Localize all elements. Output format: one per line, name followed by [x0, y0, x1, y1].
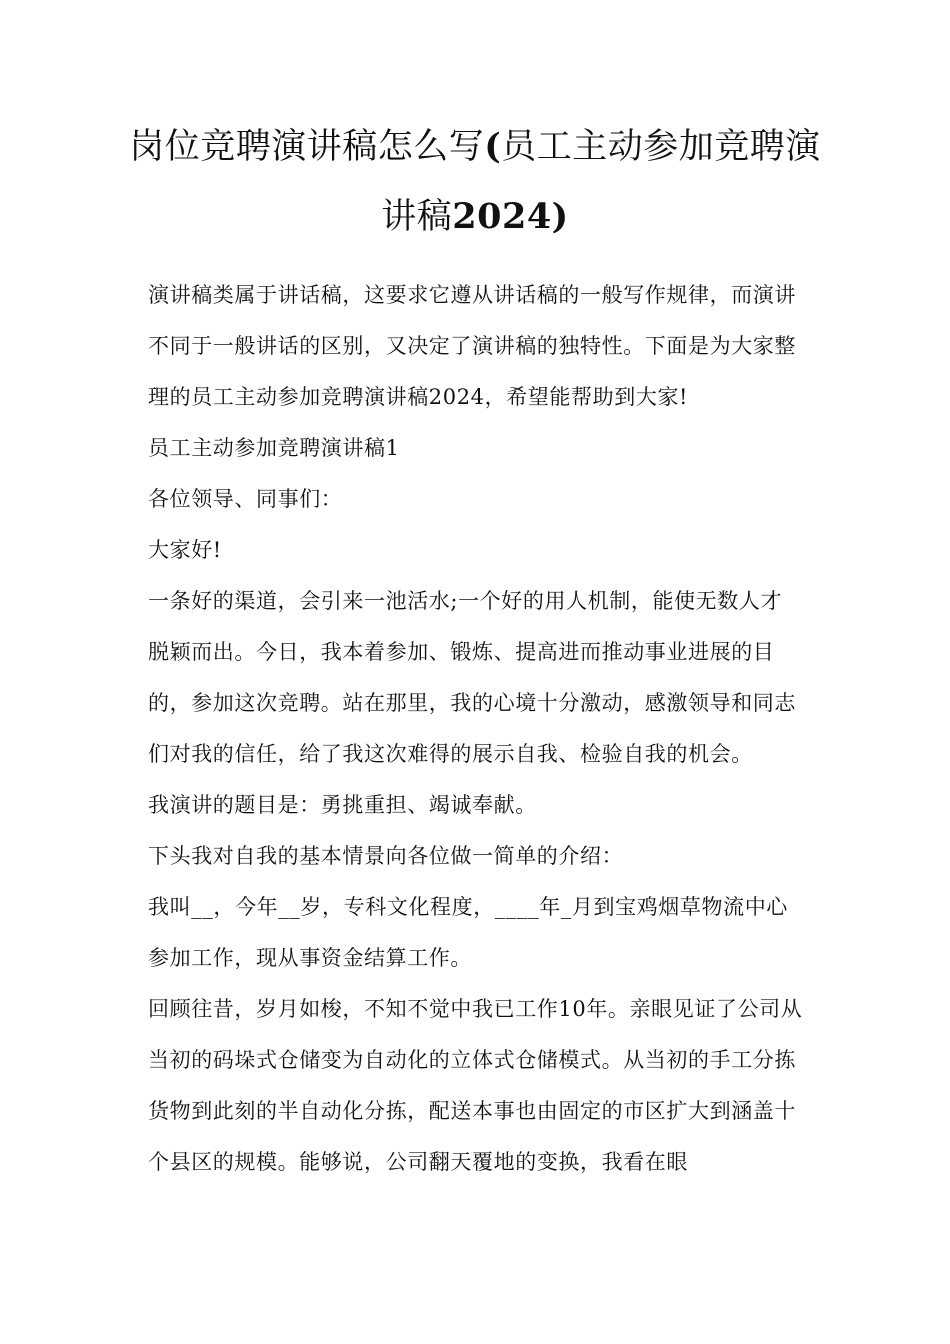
title-text-part: 讲稿: [381, 197, 453, 237]
document-title: [60, 112, 890, 252]
salutation: 各位领导、同事们：: [148, 487, 343, 511]
title-line-1: [129, 127, 821, 167]
intro-paragraph: 演讲稿类属于讲话稿，这要求它遵从讲话稿的一般写作规律，而演讲不同于一般讲话的区别，又决定了演讲稿的独特性。下面是为大家整理的员工主动参加竞聘演讲稿2024，希望能帮助到大家!: [148, 283, 796, 409]
document-body: [148, 270, 803, 1188]
body-paragraph: 回顾往昔，岁月如梭，不知不觉中我已工作10年。亲眼见证了公司从当初的码垛式仓储变为自动化的立体式仓储模式。从当初的手工分拣货物到此刻的半自动化分拣，配送本事也由固定的市区扩大到涵盖十个县区的规模。能够说，公司翻天覆地的变换，我看在眼: [148, 997, 803, 1174]
greeting: 大家好!: [148, 538, 222, 562]
body-paragraph: 一条好的渠道，会引来一池活水;一个好的用人机制，能使无数人才脱颖而出。今日，我本着参加、锻炼、提高进而推动事业进展的目的，参加这次竞聘。站在那里，我的心境十分激动，感激领导和同志们对我的信任，给了我这次难得的展示自我、检验自我的机会。: [148, 589, 796, 766]
title-text-part: 2024): [452, 196, 569, 237]
title-text-part: (: [484, 126, 502, 167]
title-text-part: 员工主动参加竞聘演: [501, 127, 821, 167]
speech-topic: 我演讲的题目是：勇挑重担、竭诚奉献。: [148, 793, 537, 817]
body-paragraph: 下头我对自我的基本情景向各位做一简单的介绍：: [148, 844, 624, 868]
title-line-2: [381, 197, 569, 237]
title-text-part: 岗位竞聘演讲稿怎么写: [129, 127, 485, 167]
section-heading: 员工主动参加竞聘演讲稿1: [148, 436, 400, 460]
self-introduction: 我叫__，今年__岁，专科文化程度，____年_月到宝鸡烟草物流中心参加工作，现从事资金结算工作。: [148, 895, 788, 970]
